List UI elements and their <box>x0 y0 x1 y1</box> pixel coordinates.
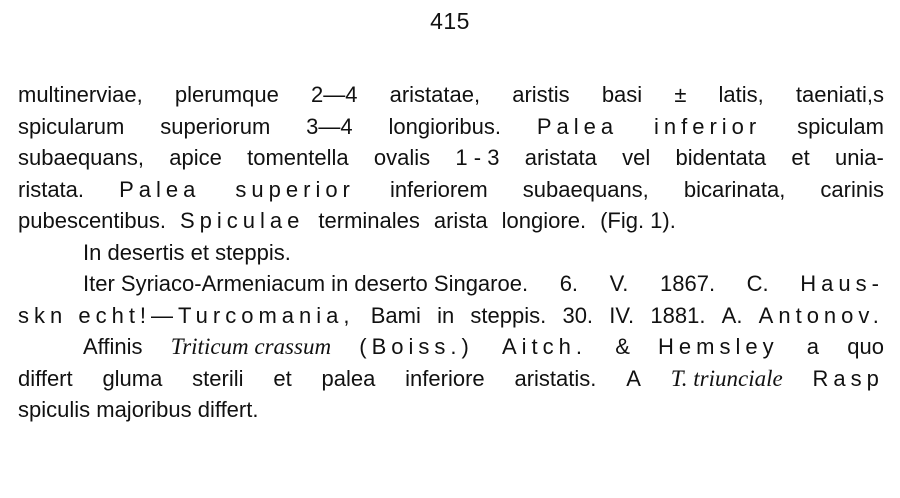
author-name: (Boiss.) <box>359 334 474 359</box>
word: longioribus. <box>388 113 501 139</box>
text-line-3 <box>18 142 884 174</box>
specimen-locality: Iter Syriaco-Armeniacum in deserto Singaroe. <box>83 271 529 296</box>
word: Affinis <box>83 334 143 359</box>
word: aristatis. <box>514 365 597 391</box>
text-line-5 <box>18 205 884 237</box>
word: tomentella <box>247 145 349 170</box>
author-name: Aitch. <box>501 334 588 359</box>
figure-reference: (Fig. 1). <box>600 208 676 233</box>
text-line-2 <box>18 111 884 143</box>
word: Bami <box>370 302 421 328</box>
closing-text: spiculis majoribus differt. <box>18 397 259 422</box>
text-line-11 <box>18 394 884 426</box>
word: V. <box>609 271 629 296</box>
spaced-term: Palea <box>536 113 619 139</box>
word: A. <box>721 302 743 328</box>
word: unia- <box>834 145 884 170</box>
species-name: T. triunciale <box>670 365 783 391</box>
collector-name: skn echt!—Turcomania, <box>18 302 355 328</box>
word: aristata <box>524 145 597 170</box>
word: ovalis <box>373 145 431 170</box>
word: differt <box>18 365 73 391</box>
word: inferiore <box>405 365 485 391</box>
word: IV. <box>609 302 635 328</box>
author-name: Rasp <box>812 365 884 391</box>
word: 1881. <box>650 302 706 328</box>
plus-minus-symbol: ± <box>674 82 687 107</box>
word: subaequans, <box>522 176 649 202</box>
word: pubescentibus. <box>18 208 166 233</box>
word: steppis. <box>470 302 547 328</box>
word: & <box>615 334 630 359</box>
word: 2—4 <box>310 82 358 107</box>
word: et <box>791 145 810 170</box>
spaced-term: Spiculae <box>180 208 305 233</box>
word: superiorum <box>160 113 271 139</box>
text-line-9 <box>18 331 884 363</box>
collector-name: Antonov. <box>758 302 884 328</box>
species-name: Triticum crassum <box>170 334 332 359</box>
word: latis, <box>718 82 764 107</box>
word: bidentata <box>675 145 767 170</box>
text-line-8 <box>18 300 884 332</box>
word: spicularum <box>18 113 125 139</box>
word: plerumque <box>174 82 279 107</box>
author-name: Hemsley <box>658 334 779 359</box>
word: 6. <box>559 271 579 296</box>
word: in <box>437 302 455 328</box>
word: 3—4 <box>306 113 353 139</box>
page-number: 415 <box>430 8 470 34</box>
spaced-term: superior <box>235 176 355 202</box>
text-line-1 <box>18 79 884 111</box>
word: taeniati,s <box>795 82 884 107</box>
word: subaequans, <box>18 145 144 170</box>
word: spiculam <box>797 113 884 139</box>
document-body <box>18 79 884 426</box>
word: 1867. <box>660 271 716 296</box>
word: et <box>273 365 292 391</box>
word: bicarinata, <box>683 176 786 202</box>
word: apice <box>169 145 222 170</box>
word: aristatae, <box>389 82 481 107</box>
word: quo <box>847 334 884 359</box>
word: 30. <box>562 302 594 328</box>
word: basi <box>601 82 643 107</box>
word: A <box>626 365 641 391</box>
word: C. <box>746 271 769 296</box>
habitat-text: In desertis et steppis. <box>83 239 291 265</box>
text-line-4 <box>18 174 884 206</box>
word: sterili <box>192 365 244 391</box>
word: 1 - 3 <box>455 145 500 170</box>
word: palea <box>321 365 376 391</box>
word: gluma <box>102 365 163 391</box>
word: terminales <box>318 208 420 233</box>
word: arista <box>433 208 488 233</box>
collector-name: Haus- <box>800 271 884 296</box>
text-line-6 <box>18 237 884 269</box>
spaced-term: Palea <box>119 176 201 202</box>
text-line-7 <box>18 268 884 300</box>
word: vel <box>622 145 651 170</box>
word: a <box>806 334 820 359</box>
word: multinerviae, <box>18 82 143 107</box>
word: carinis <box>820 176 884 202</box>
word: inferiorem <box>389 176 488 202</box>
word: ristata. <box>18 176 85 202</box>
spaced-term: inferior <box>654 113 762 139</box>
text-line-10 <box>18 363 884 395</box>
word: aristis <box>512 82 570 107</box>
word: longiore. <box>501 208 587 233</box>
